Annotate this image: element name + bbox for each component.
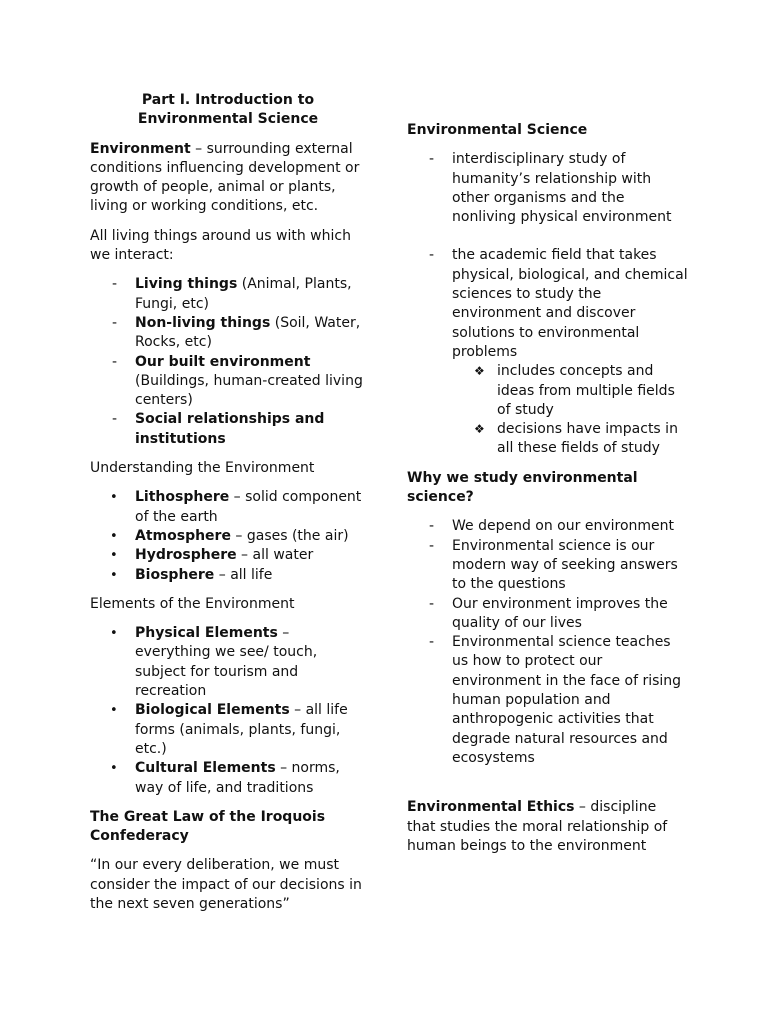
interact-list — [90, 275, 366, 449]
why-list — [407, 517, 689, 768]
list-item — [90, 701, 366, 759]
list-item — [407, 595, 689, 634]
list-item-desc: – all life — [214, 566, 273, 583]
iroquois-heading: The Great Law of the Iroquois Confederacy — [90, 808, 326, 845]
list-item-term: Physical Elements — [135, 625, 278, 642]
list-item-term: Social relationships and institutions — [135, 411, 325, 447]
dash-marker: - — [429, 151, 435, 168]
list-item-text: We depend on our environment — [452, 518, 674, 535]
list-item-desc: (Buildings, human-created living centers) — [135, 372, 363, 409]
ethics-def-text: – discipline that studies the moral relationship of human beings to the environment — [407, 799, 668, 854]
diamond-bullet-icon: ❖ — [474, 364, 485, 379]
list-item-term: Biological Elements — [135, 702, 290, 719]
list-item — [407, 150, 689, 227]
environment-term: Environment — [90, 140, 191, 157]
dash-marker: - — [429, 537, 435, 554]
dash-marker: - — [112, 276, 118, 293]
iroquois-quote: “In our every deliberation, we must consider the impact of our decisions in the next seven generations” — [90, 857, 362, 912]
list-item-text: Environmental science is our modern way of seeking answers to the questions — [452, 537, 678, 593]
list-item-text: the academic field that takes physical, biological, and chemical sciences to study the environment and discover solutions to environmental problems — [452, 247, 688, 360]
spheres-list — [90, 488, 366, 584]
environment-definition — [90, 140, 366, 217]
list-item-desc: – gases (the air) — [230, 527, 349, 544]
right-column — [407, 121, 689, 866]
ethics-term: Environmental Ethics — [407, 799, 575, 816]
list-item — [407, 633, 689, 768]
list-item — [90, 353, 366, 411]
list-item-desc: – everything we see/ touch, subject for tourism and recreation — [135, 625, 318, 700]
sublist-item — [452, 362, 689, 420]
list-item — [90, 566, 366, 585]
list-item — [90, 759, 366, 798]
bullet-icon: • — [110, 761, 118, 777]
environment-def-text: – surrounding external conditions influencing development or growth of people, animal or plants, living or working conditions, etc. — [90, 140, 360, 215]
why-heading: Why we study environmental science? — [407, 469, 638, 506]
envsci-sublist — [452, 362, 689, 458]
bullet-icon: • — [110, 490, 118, 506]
dash-marker: - — [429, 247, 435, 264]
bullet-icon: • — [110, 626, 118, 642]
sublist-item-text: includes concepts and ideas from multiple fields of study — [497, 363, 675, 418]
sublist-item-text: decisions have impacts in all these fields of study — [497, 421, 678, 457]
list-item-desc: – solid component of the earth — [135, 489, 362, 525]
dash-marker: - — [429, 595, 435, 612]
dash-marker: - — [429, 634, 435, 651]
list-item-term: Living things — [135, 276, 238, 293]
list-item — [90, 488, 366, 527]
list-item — [407, 537, 689, 595]
bullet-icon: • — [110, 703, 118, 719]
list-item-desc: – all life forms (animals, plants, fungi, etc.) — [135, 702, 348, 757]
page-title: Part I. Introduction to Environmental Science — [137, 92, 319, 128]
elements-list — [90, 624, 366, 798]
left-column — [90, 91, 366, 924]
section-spacer — [407, 778, 689, 798]
list-item — [407, 246, 689, 458]
list-item-term: Our built environment — [135, 353, 311, 370]
bullet-icon: • — [110, 528, 118, 544]
envsci-heading: Environmental Science — [407, 122, 588, 138]
list-item — [407, 517, 689, 536]
list-item — [90, 410, 366, 449]
list-item-term: Cultural Elements — [135, 760, 276, 777]
list-item-text: Our environment improves the quality of our lives — [452, 595, 668, 631]
list-item — [90, 527, 366, 546]
list-item-text: interdisciplinary study of humanity’s relationship with other organisms and the nonliving physical environment — [452, 151, 672, 226]
sublist-item — [452, 420, 689, 459]
dash-marker: - — [429, 518, 435, 535]
bullet-icon: • — [110, 548, 118, 564]
list-item — [90, 546, 366, 565]
list-item-desc: – all water — [236, 547, 314, 564]
list-item-term: Hydrosphere — [135, 547, 237, 564]
diamond-bullet-icon: ❖ — [474, 422, 485, 437]
list-item — [90, 314, 366, 353]
list-item — [90, 624, 366, 701]
understanding-heading: Understanding the Environment — [90, 460, 315, 477]
ethics-definition — [407, 798, 689, 856]
list-item — [90, 275, 366, 314]
list-spacer — [407, 227, 689, 246]
list-item-desc: – norms, way of life, and traditions — [135, 760, 340, 796]
envsci-list — [407, 150, 689, 458]
list-item-term: Biosphere — [135, 566, 215, 583]
list-item-desc: (Animal, Plants, Fungi, etc) — [135, 276, 352, 312]
list-item-term: Lithosphere — [135, 489, 230, 506]
list-item-text: Environmental science teaches us how to protect our environment in the face of rising human population and anthropogenic activities that degrade natural resources and ecosystems — [452, 634, 682, 766]
list-item-term: Atmosphere — [135, 527, 231, 544]
dash-marker: - — [112, 314, 118, 331]
interact-intro: All living things around us with which we interact: — [90, 227, 351, 264]
dash-marker: - — [112, 353, 118, 370]
list-item-term: Non-living things — [135, 314, 271, 331]
bullet-icon: • — [110, 567, 118, 583]
elements-heading: Elements of the Environment — [90, 595, 295, 612]
list-item-desc: (Soil, Water, Rocks, etc) — [135, 314, 361, 351]
dash-marker: - — [112, 411, 118, 428]
